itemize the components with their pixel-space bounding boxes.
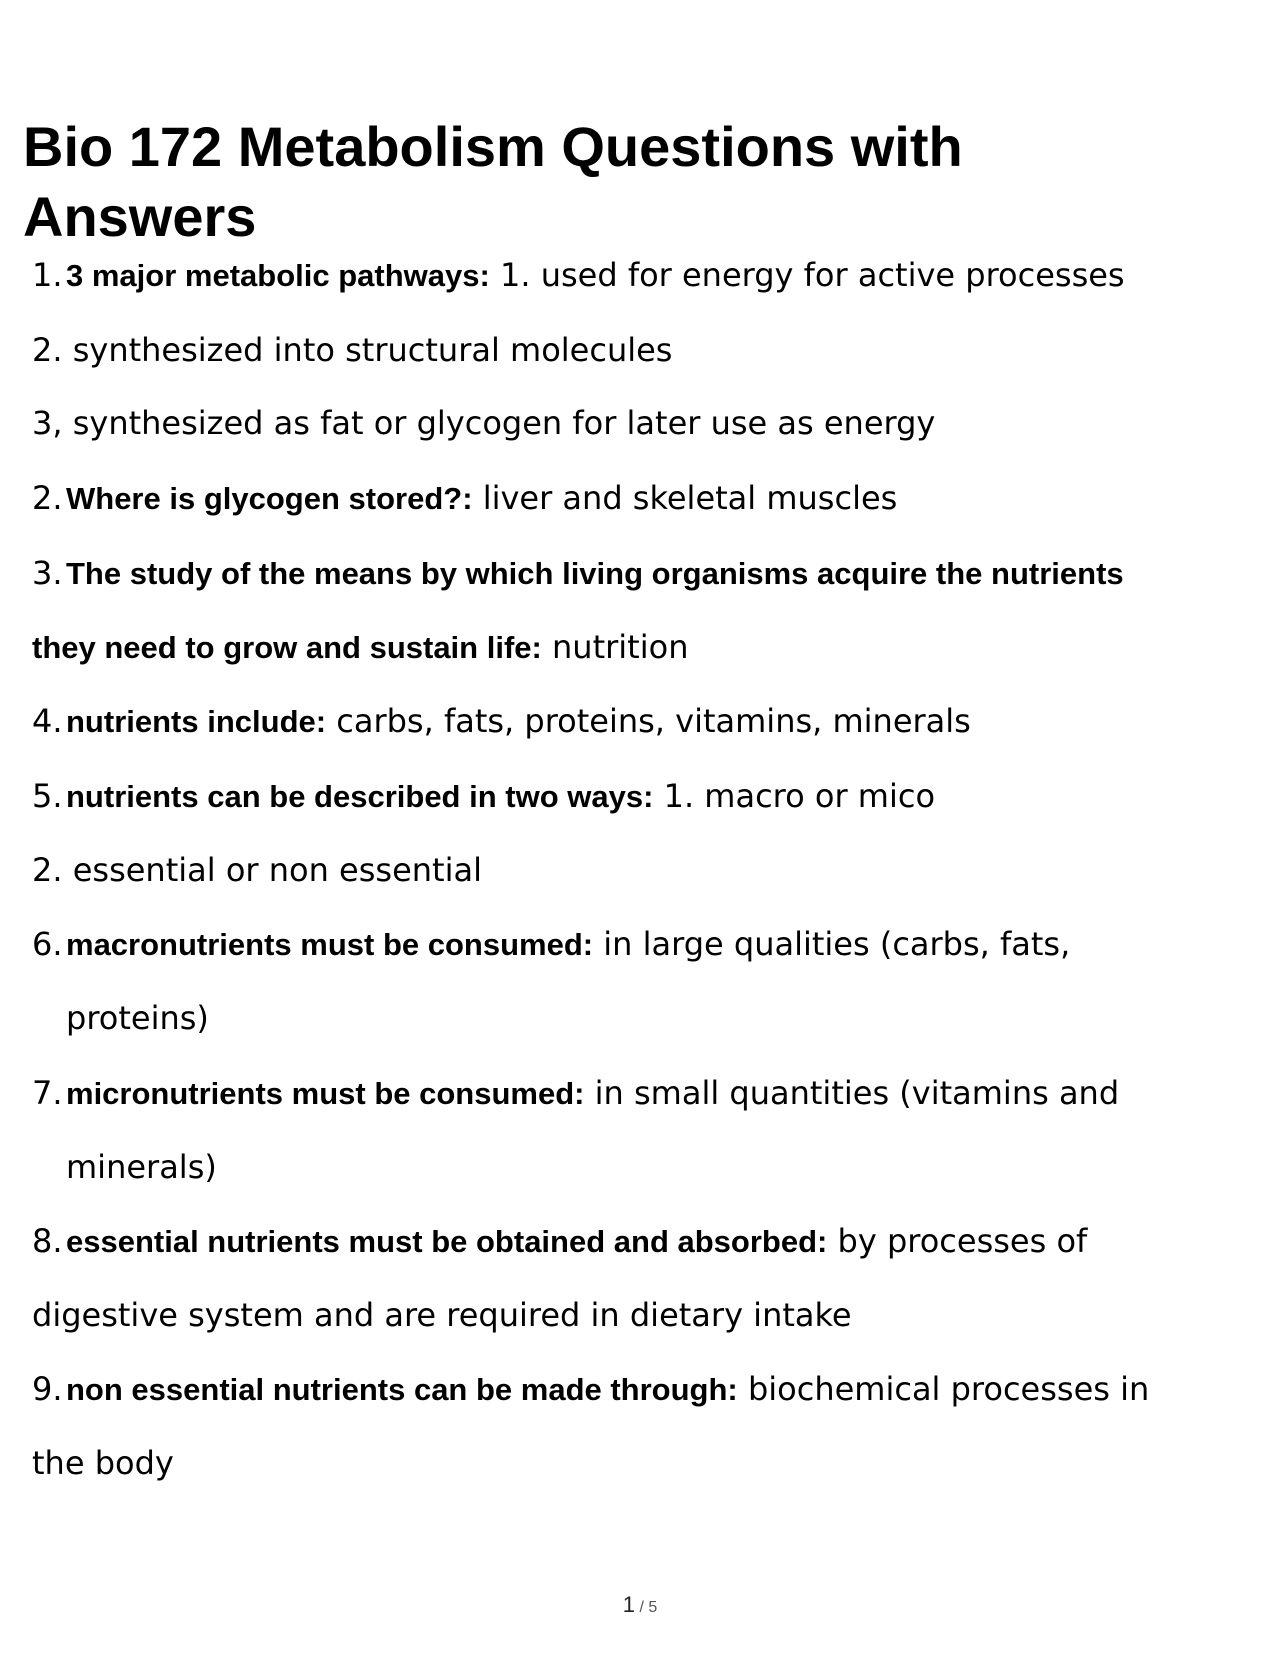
question: The study of the means by which living organisms acquire the nutrients	[66, 556, 1124, 591]
question: micronutrients must be consumed:	[66, 1076, 585, 1111]
answer-continuation: proteins)	[66, 999, 209, 1037]
list-item	[32, 1295, 852, 1335]
item-number: 3.	[32, 554, 63, 592]
list-item	[66, 1147, 217, 1187]
page-title: Bio 172 Metabolism Questions with Answers	[23, 115, 963, 248]
answer: 1. used for energy for active processes	[489, 256, 1125, 294]
list-item	[32, 850, 482, 890]
answer: carbs, fats, proteins, vitamins, minerals	[326, 702, 971, 740]
current-page: 1	[622, 1592, 635, 1617]
list-item	[32, 776, 935, 816]
answer-continuation: digestive system and are required in dietary intake	[32, 1296, 852, 1334]
answer-continuation: the body	[32, 1444, 174, 1482]
answer: biochemical processes in	[737, 1370, 1150, 1408]
list-item	[32, 403, 935, 443]
list-item	[32, 553, 1124, 593]
page-indicator	[0, 1592, 1280, 1618]
answer-continuation: 3, synthesized as fat or glycogen for later use as energy	[32, 404, 936, 442]
answer-continuation: minerals)	[66, 1148, 217, 1186]
item-number: 2.	[32, 479, 63, 517]
question: macronutrients must be consumed:	[66, 927, 594, 962]
question: essential nutrients must be obtained and absorbed:	[66, 1224, 828, 1259]
item-number: 7.	[32, 1074, 63, 1112]
item-number: 1.	[32, 256, 63, 294]
answer: in large qualities (carbs, fats,	[593, 925, 1071, 963]
question: non essential nutrients can be made through:	[66, 1372, 738, 1407]
total-pages: 5	[648, 1599, 658, 1616]
question: Where is glycogen stored?:	[66, 481, 473, 516]
question: nutrients can be described in two ways:	[66, 779, 654, 814]
list-item	[66, 998, 209, 1038]
answer-continuation: 2. synthesized into structural molecules	[32, 331, 673, 369]
list-item	[32, 1073, 1119, 1113]
answer: by processes of	[827, 1222, 1088, 1260]
item-number: 4.	[32, 702, 63, 740]
list-item	[32, 255, 1125, 295]
answer-continuation: 2. essential or non essential	[32, 851, 482, 889]
list-item	[32, 1443, 174, 1483]
answer: 1. macro or mico	[653, 777, 936, 815]
list-item	[32, 1221, 1087, 1261]
answer: liver and skeletal muscles	[472, 479, 898, 517]
list-item	[32, 924, 1070, 964]
list-item	[32, 701, 971, 741]
answer: in small quantities (vitamins and	[584, 1074, 1120, 1112]
item-number: 6.	[32, 925, 63, 963]
question: they need to grow and sustain life:	[32, 630, 542, 665]
item-number: 8.	[32, 1222, 63, 1260]
question: nutrients include:	[66, 704, 327, 739]
page-separator: /	[639, 1599, 644, 1616]
list-item	[32, 330, 672, 370]
list-item	[32, 478, 897, 518]
question: 3 major metabolic pathways:	[66, 258, 490, 293]
list-item	[32, 627, 688, 667]
item-number: 9.	[32, 1370, 63, 1408]
answer: nutrition	[541, 628, 689, 666]
list-item	[32, 1369, 1149, 1409]
item-number: 5.	[32, 777, 63, 815]
